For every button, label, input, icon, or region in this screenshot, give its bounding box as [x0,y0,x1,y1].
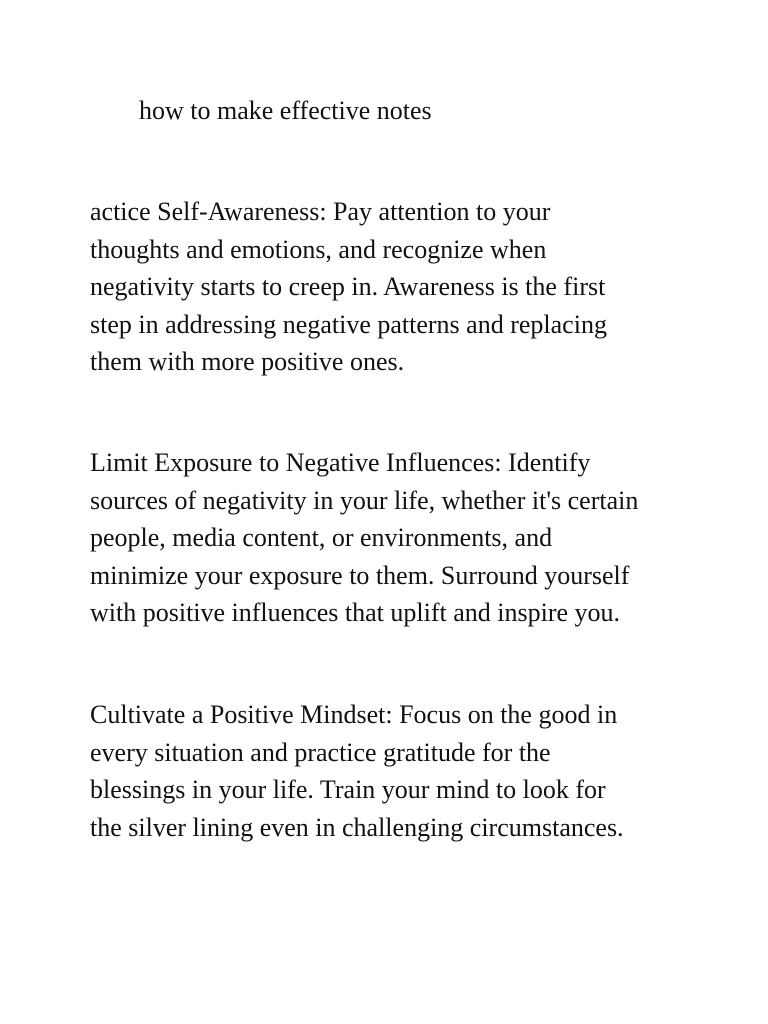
paragraph-line: blessings in your life. Train your mind to look for [90,775,606,804]
paragraph-line: Cultivate a Positive Mindset: Focus on the good in [90,700,618,729]
paragraph-line: thoughts and emotions, and recognize when [90,234,547,264]
paragraph-line: step in addressing negative patterns and replacing [90,309,607,339]
paragraph-line: with positive influences that uplift and inspire you. [90,598,621,627]
paragraph-line: sources of negativity in your life, whether it's certain [90,485,639,515]
paragraph-line: them with more positive ones. [90,347,405,376]
paragraph-line: minimize your exposure to them. Surround yourself [90,560,630,590]
paragraph-line: people, media content, or environments, and [90,523,553,552]
paragraph-line: actice Self-Awareness: Pay attention to your [90,197,551,226]
paragraph-positive-mindset [90,696,690,846]
paragraph-self-awareness [90,193,690,381]
paragraph-limit-exposure [90,444,690,632]
paragraph-line: the silver lining even in challenging circumstances. [90,812,624,842]
paragraph-line: every situation and practice gratitude for the [90,737,551,767]
document-title: how to make effective notes [139,96,432,125]
paragraph-line: negativity starts to creep in. Awareness is the first [90,272,606,301]
paragraph-line: Limit Exposure to Negative Influences: Identify [90,448,591,477]
